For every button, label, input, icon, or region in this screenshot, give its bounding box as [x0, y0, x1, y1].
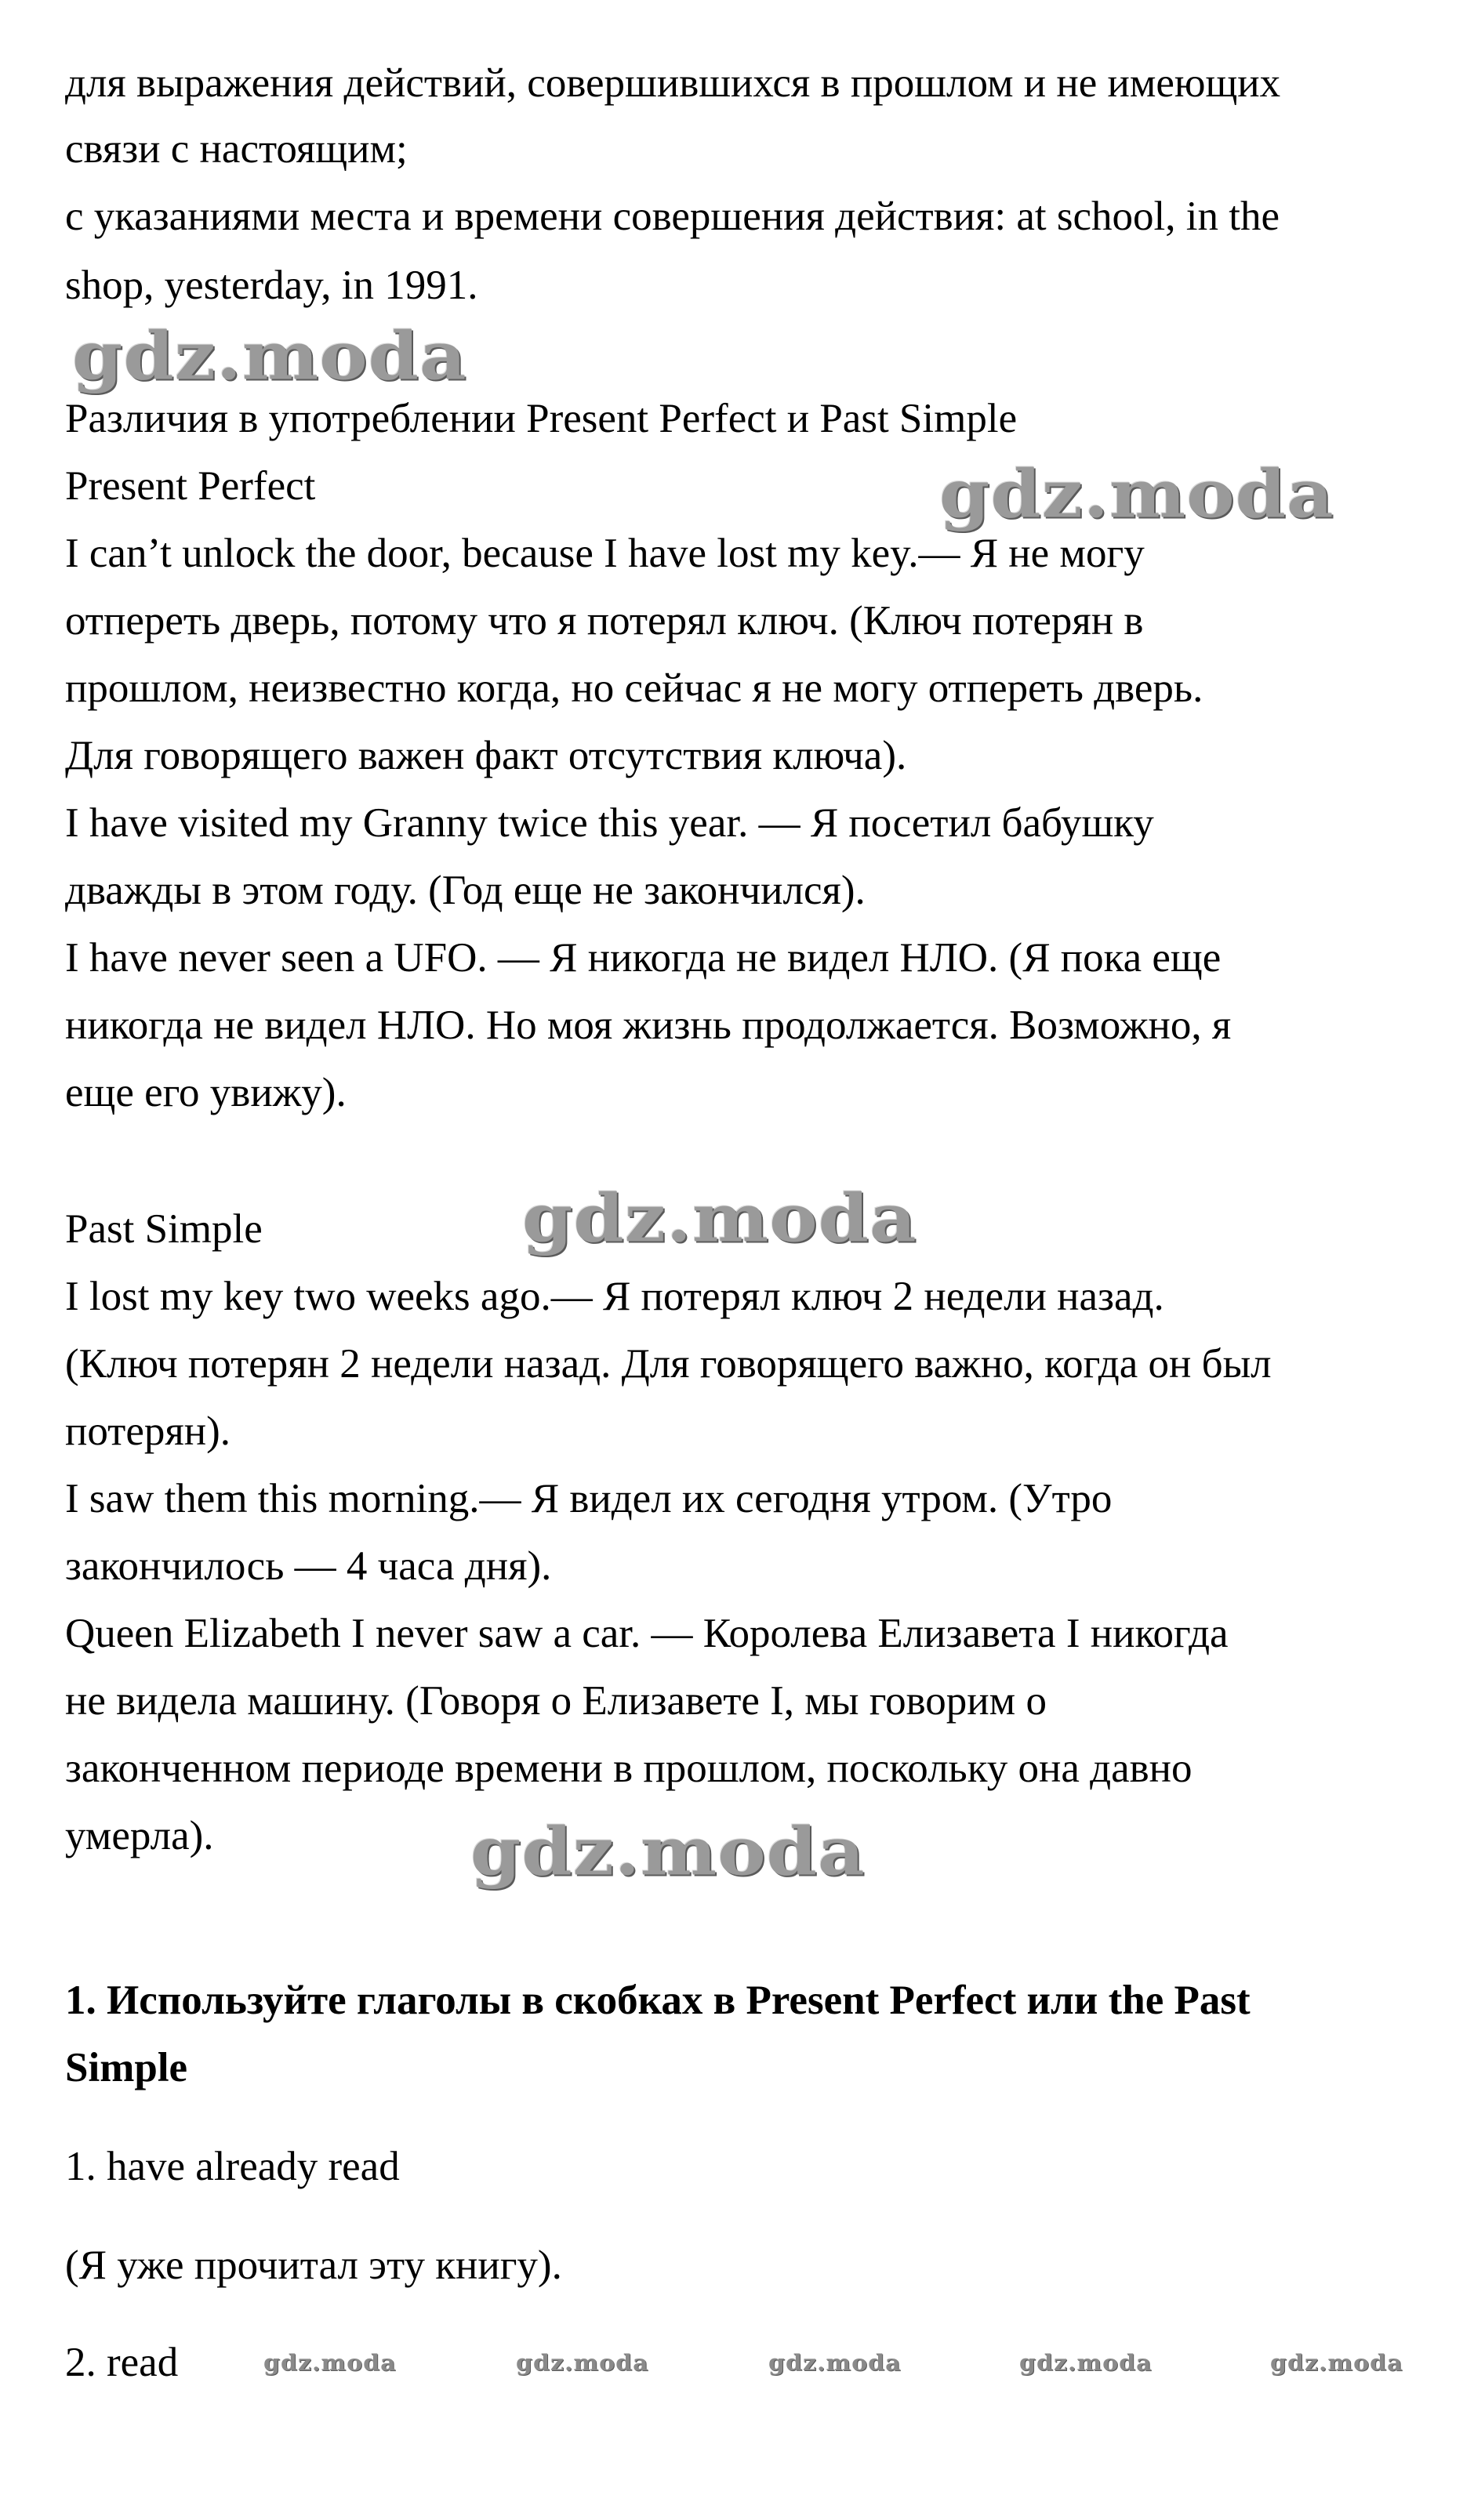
text-line: еще его увижу). [65, 1070, 347, 1115]
text-line: отпереть дверь, потому что я потерял ключ. (Ключ потерян в [65, 598, 1144, 644]
watermark-small: gdz.moda [1019, 2351, 1153, 2377]
text-line: связи с настоящим; [65, 126, 408, 172]
text-line: для выражения действий, совершившихся в прошлом и не имеющих [65, 60, 1281, 106]
text-line: (Ключ потерян 2 недели назад. Для говорящего важно, когда он был [65, 1341, 1272, 1387]
exercise-title-continued: Simple [65, 2045, 188, 2090]
text-line: прошлом, неизвестно когда, но сейчас я не могу отпереть дверь. [65, 665, 1203, 711]
section-heading: Различия в употреблении Present Perfect и Past Simple [65, 396, 1018, 441]
text-line: потерян). [65, 1409, 231, 1454]
watermark-small: gdz.moda [1270, 2351, 1403, 2377]
text-line: с указаниями места и времени совершения действия: at school, in the [65, 194, 1280, 239]
text-line: I lost my key two weeks ago.— Я потерял ключ 2 недели назад. [65, 1274, 1164, 1319]
text-line: Для говорящего важен факт отсутствия ключа). [65, 733, 907, 778]
watermark: gdz.moda [939, 455, 1334, 533]
text-line: shop, yesterday, in 1991. [65, 263, 478, 308]
watermark-small: gdz.moda [516, 2351, 649, 2377]
answer-note: (Я уже прочитал эту книгу). [65, 2243, 562, 2288]
subheading-past-simple: Past Simple [65, 1206, 263, 1252]
text-line: умерла). [65, 1813, 214, 1858]
answer-line: 1. have already read [65, 2144, 400, 2189]
text-line: дважды в этом году. (Год еще не закончился). [65, 868, 866, 913]
text-line: I have never seen a UFO. — Я никогда не видел НЛО. (Я пока еще [65, 935, 1222, 981]
exercise-title: 1. Используйте глаголы в скобках в Present Perfect или the Past [65, 1978, 1251, 2023]
text-line: I can’t unlock the door, because I have lost my key.— Я не могу [65, 531, 1145, 576]
text-line: законченном периоде времени в прошлом, поскольку она давно [65, 1746, 1193, 1791]
watermark-small: gdz.moda [263, 2351, 397, 2377]
watermark-small: gdz.moda [768, 2351, 902, 2377]
watermark: gdz.moda [522, 1179, 917, 1257]
text-line: Queen Elizabeth I never saw a car. — Королева Елизавета I никогда [65, 1611, 1229, 1656]
watermark: gdz.moda [72, 317, 467, 395]
text-line: закончилось — 4 часа дня). [65, 1543, 552, 1589]
answer-line: 2. read [65, 2340, 179, 2385]
text-line: I saw them this morning.— Я видел их сегодня утром. (Утро [65, 1476, 1113, 1521]
text-line: I have visited my Granny twice this year. — Я посетил бабушку [65, 800, 1154, 846]
subheading-present-perfect: Present Perfect [65, 463, 316, 509]
watermark: gdz.moda [470, 1812, 866, 1891]
text-line: никогда не видел НЛО. Но моя жизнь продолжается. Возможно, я [65, 1003, 1232, 1048]
text-line: не видела машину. (Говоря о Елизавете I, мы говорим о [65, 1678, 1047, 1724]
